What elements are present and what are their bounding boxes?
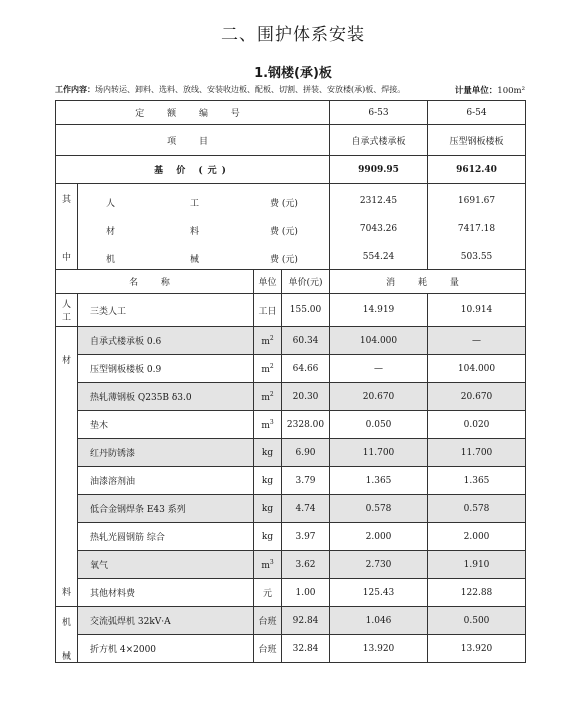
- labor-price: 155.00: [282, 294, 330, 327]
- quota-table: [55, 100, 526, 663]
- labor-row: [56, 294, 526, 327]
- material-unit: $m^2$: [254, 355, 282, 383]
- fee-labor-2: 1691.67: [457, 196, 496, 206]
- machine-unit: 台班: [254, 635, 282, 663]
- machine-row: [56, 607, 526, 635]
- fees-group-top: 其: [61, 195, 71, 205]
- material-row: [56, 411, 526, 439]
- material-row: [56, 355, 526, 383]
- column-header-row: [56, 270, 526, 294]
- material-price: 2328.00: [282, 411, 330, 439]
- material-name: 氧气: [78, 551, 254, 579]
- material-unit: kg: [254, 495, 282, 523]
- material-row: [56, 495, 526, 523]
- col-header-name: 名 称: [56, 270, 254, 294]
- item-row: [56, 125, 526, 156]
- material-group-label: 材 料: [56, 327, 78, 607]
- fee-name-labor: 人 工 费 (元): [106, 199, 298, 209]
- machine-group-label: 机 械: [56, 607, 78, 663]
- material-v1: 104.000: [330, 327, 428, 355]
- material-name: 油漆溶剂油: [78, 467, 254, 495]
- measure-unit-value: 100m²: [497, 86, 525, 96]
- material-unit: kg: [254, 439, 282, 467]
- machine-name: 折方机 4×2000: [78, 635, 254, 663]
- fees-values-1: [330, 184, 428, 270]
- labor-name: 三类人工: [78, 294, 254, 327]
- col-header-unit: 单位: [254, 270, 282, 294]
- machine-price: 92.84: [282, 607, 330, 635]
- material-name: 低合金钢焊条 E43 系列: [78, 495, 254, 523]
- section-title: 二、围护体系安装: [221, 25, 365, 45]
- fee-machine-2: 503.55: [460, 252, 493, 262]
- material-v2: 0.020: [428, 411, 526, 439]
- material-v2: 0.578: [428, 495, 526, 523]
- material-name: 压型钢板楼板 0.9: [78, 355, 254, 383]
- work-content-line: [55, 84, 525, 95]
- fees-names: [78, 184, 330, 270]
- fee-name-material: 材 料 费 (元): [106, 227, 298, 237]
- material-row: [56, 467, 526, 495]
- quota-code-1: 6-53: [330, 101, 428, 125]
- material-name: 自承式楼承板 0.6: [78, 327, 254, 355]
- fee-name-machine: 机 械 费 (元): [106, 255, 298, 265]
- labor-v1: 14.919: [330, 294, 428, 327]
- col-header-consumption: 消 耗 量: [330, 270, 526, 294]
- material-v2: 122.88: [428, 579, 526, 607]
- material-price: 20.30: [282, 383, 330, 411]
- machine-v1: 1.046: [330, 607, 428, 635]
- base-price-label: 基 价 (元): [56, 156, 330, 184]
- material-v1: 2.000: [330, 523, 428, 551]
- machine-row: [56, 635, 526, 663]
- material-v2: 1.365: [428, 467, 526, 495]
- work-content-label: 工作内容：: [55, 85, 95, 94]
- labor-group-label: 人 工: [56, 294, 78, 327]
- material-v1: 1.365: [330, 467, 428, 495]
- material-price: 4.74: [282, 495, 330, 523]
- material-v2: 104.000: [428, 355, 526, 383]
- material-v1: 0.050: [330, 411, 428, 439]
- material-v2: 11.700: [428, 439, 526, 467]
- item-name-1: 自承式楼承板: [330, 125, 428, 156]
- material-v1: 2.730: [330, 551, 428, 579]
- fees-group-label: [56, 184, 78, 270]
- material-price: 3.79: [282, 467, 330, 495]
- fee-material-1: 7043.26: [359, 224, 398, 234]
- fees-values-2: [428, 184, 526, 270]
- material-row: [56, 523, 526, 551]
- material-row: [56, 383, 526, 411]
- material-price: 1.00: [282, 579, 330, 607]
- material-name: 热轧薄钢板 Q235B δ3.0: [78, 383, 254, 411]
- base-price-1: 9909.95: [330, 156, 428, 184]
- table-subtitle: 1.钢楼(承)板: [254, 66, 332, 81]
- material-v1: 0.578: [330, 495, 428, 523]
- material-name: 垫木: [78, 411, 254, 439]
- base-price-2: 9612.40: [428, 156, 526, 184]
- material-v1: 20.670: [330, 383, 428, 411]
- machine-v2: 13.920: [428, 635, 526, 663]
- material-name: 其他材料费: [78, 579, 254, 607]
- material-v1: 125.43: [330, 579, 428, 607]
- material-price: 64.66: [282, 355, 330, 383]
- base-price-row: [56, 156, 526, 184]
- labor-v2: 10.914: [428, 294, 526, 327]
- quota-code-2: 6-54: [428, 101, 526, 125]
- material-v2: 20.670: [428, 383, 526, 411]
- machine-v1: 13.920: [330, 635, 428, 663]
- item-name-2: 压型钢板楼板: [428, 125, 526, 156]
- material-v2: 2.000: [428, 523, 526, 551]
- material-row: [56, 579, 526, 607]
- fee-labor-1: 2312.45: [359, 196, 398, 206]
- material-price: 6.90: [282, 439, 330, 467]
- measure-unit: [455, 84, 525, 96]
- material-v2: 1.910: [428, 551, 526, 579]
- measure-unit-label: 计量单位：: [454, 86, 498, 96]
- material-unit: 元: [254, 579, 282, 607]
- work-content-text: 场内转运、卸料、选料、放线、安装收边板、配板、切割、拼装、安放楼(承)板、焊接。: [95, 85, 406, 94]
- material-unit: $m^2$: [254, 383, 282, 411]
- material-name: 红丹防锈漆: [78, 439, 254, 467]
- material-row: [56, 551, 526, 579]
- material-unit: $m^2$: [254, 327, 282, 355]
- quota-code-row: [56, 101, 526, 125]
- material-price: 3.62: [282, 551, 330, 579]
- table-body: [56, 101, 526, 663]
- machine-name: 交流弧焊机 32kV·A: [78, 607, 254, 635]
- material-price: 60.34: [282, 327, 330, 355]
- quota-code-label: 定 额 编 号: [56, 101, 330, 125]
- fee-machine-1: 554.24: [362, 252, 395, 262]
- fee-material-2: 7417.18: [457, 224, 496, 234]
- material-row: [56, 327, 526, 355]
- material-row: [56, 439, 526, 467]
- material-v1: —: [330, 355, 428, 383]
- fees-group-bottom: 中: [61, 253, 71, 263]
- machine-price: 32.84: [282, 635, 330, 663]
- material-unit: kg: [254, 467, 282, 495]
- material-unit: $m^3$: [254, 411, 282, 439]
- item-label: 项 目: [56, 125, 330, 156]
- fees-block: [56, 184, 526, 270]
- material-name: 热轧光圆钢筋 综合: [78, 523, 254, 551]
- material-unit: kg: [254, 523, 282, 551]
- material-unit: $m^3$: [254, 551, 282, 579]
- material-v1: 11.700: [330, 439, 428, 467]
- material-price: 3.97: [282, 523, 330, 551]
- machine-v2: 0.500: [428, 607, 526, 635]
- machine-unit: 台班: [254, 607, 282, 635]
- labor-unit: 工日: [254, 294, 282, 327]
- col-header-price: 单价(元): [282, 270, 330, 294]
- material-v2: —: [428, 327, 526, 355]
